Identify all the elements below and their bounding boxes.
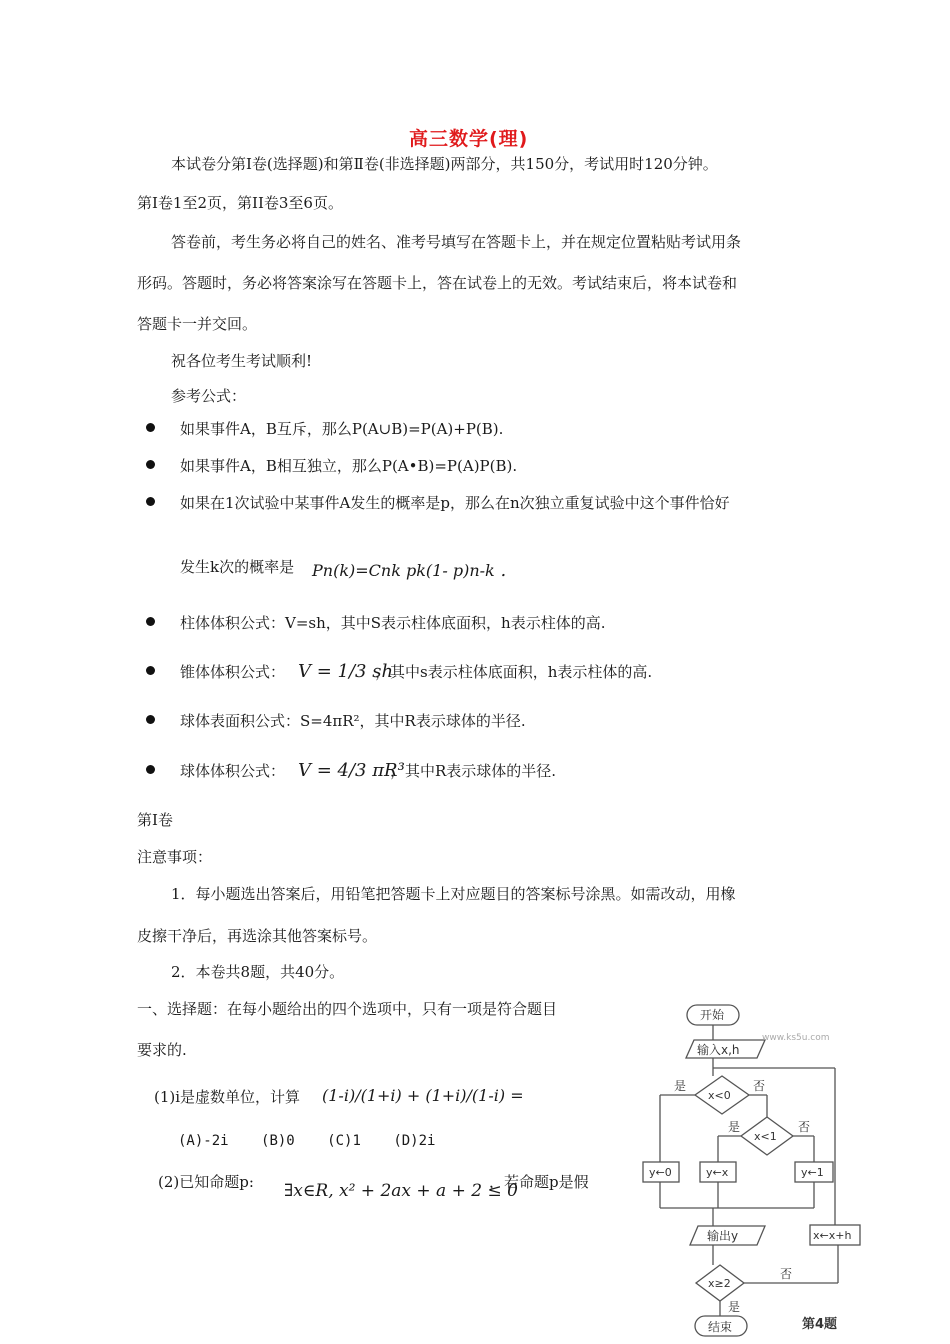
flow-cond3-yes: 是 xyxy=(728,1300,741,1314)
intro-para2-line-2: 形码。答题时，务必将答案涂写在答题卡上，答在试卷上的无效。考试结束后，将本试卷和 xyxy=(137,274,738,292)
bullet-icon xyxy=(146,666,155,675)
wish-text: 祝各位考生考试顺利! xyxy=(171,352,313,370)
flow-assign-left-label: y←0 xyxy=(649,1166,672,1179)
flow-cond2-yes: 是 xyxy=(728,1120,741,1134)
formula-sphere-volume-math: V = 4/3 πR³ xyxy=(298,760,405,781)
flow-assign-right-label: y←1 xyxy=(801,1166,824,1179)
formula-sphere-volume-prefix: 球体体积公式： xyxy=(180,762,286,780)
section-heading: 第Ⅰ卷 xyxy=(137,811,173,829)
formula-cone-suffix: ，其中s表示柱体底面积，h表示柱体的高. xyxy=(375,663,653,681)
flow-caption: 第4题 xyxy=(802,1317,838,1332)
notice-2: 2．本卷共8题，共40分。 xyxy=(171,963,345,981)
q1-option-d[interactable]: (D)2i xyxy=(393,1133,436,1149)
formula-bernoulli-math: Pn(k)=Cnk pk(1- p)n-k . xyxy=(312,560,507,581)
flow-cond2-label: x<1 xyxy=(754,1130,777,1143)
flow-cond3-no: 否 xyxy=(780,1267,793,1281)
flow-cond2-no: 否 xyxy=(798,1120,811,1134)
flow-watermark: www.ks5u.com xyxy=(762,1033,830,1043)
flow-cond1-no: 否 xyxy=(753,1079,766,1093)
flow-start-label: 开始 xyxy=(700,1008,725,1022)
formula-prism-volume: 柱体体积公式：V=sh，其中S表示柱体底面积，h表示柱体的高. xyxy=(180,614,606,632)
flow-assign-mid-label: y←x xyxy=(706,1166,729,1179)
q1-option-b[interactable]: (B)0 xyxy=(261,1133,295,1149)
formula-independent: 如果事件A，B相互独立，那么P(A•B)=P(A)P(B). xyxy=(180,457,518,475)
formula-header: 参考公式： xyxy=(171,387,247,405)
bullet-icon xyxy=(146,423,155,432)
q1-prefix: (1)i是虚数单位，计算 xyxy=(154,1088,301,1106)
formula-bernoulli-text: Pn(k)=Cnk pk(1- p)n-k xyxy=(312,561,495,580)
formula-bernoulli-line-1: 如果在1次试验中某事件A发生的概率是p，那么在n次独立重复试验中这个事件恰好 xyxy=(180,494,730,512)
q2-math: ∃x∈R, x² + 2ax + a + 2 ≤ 0 xyxy=(284,1181,518,1201)
bullet-icon xyxy=(146,497,155,506)
flow-cond1-label: x<0 xyxy=(708,1089,731,1102)
flowchart xyxy=(640,1000,870,1340)
intro-line-1: 本试卷分第Ⅰ卷(选择题)和第Ⅱ卷(非选择题)两部分，共150分，考试用时120分钟。 xyxy=(171,155,718,173)
q2-prefix: (2)已知命题p: xyxy=(158,1173,254,1191)
notice-1-line-1: 1．每小题选出答案后，用铅笔把答题卡上对应题目的答案标号涂黑。如需改动，用橡 xyxy=(171,885,736,903)
formula-cone-prefix: 锥体体积公式： xyxy=(180,663,286,681)
intro-para2-line-3: 答题卡一并交回。 xyxy=(137,315,258,333)
mc-instruction-line-1: 一、选择题：在每小题给出的四个选项中，只有一项是符合题目 xyxy=(137,1000,558,1018)
bullet-icon xyxy=(146,765,155,774)
bullet-icon xyxy=(146,460,155,469)
bullet-icon xyxy=(146,715,155,724)
formula-sphere-volume-suffix: ，其中R表示球体的半径. xyxy=(390,762,557,780)
formula-exclusive: 如果事件A，B互斥，那么P(A∪B)=P(A)+P(B). xyxy=(180,420,504,438)
mc-instruction-line-2: 要求的. xyxy=(137,1041,187,1059)
q1-options xyxy=(178,1133,435,1149)
intro-line-2: 第Ⅰ卷1至2页，第II卷3至6页。 xyxy=(137,194,343,212)
q1-math: (1-i)/(1+i) + (1+i)/(1-i) = xyxy=(322,1086,524,1105)
flow-output-label: 输出y xyxy=(707,1229,739,1243)
flow-end-label: 结束 xyxy=(708,1320,733,1334)
page-title: 高三数学(理) xyxy=(409,128,529,150)
formula-bernoulli-prefix: 发生k次的概率是 xyxy=(180,558,295,576)
formula-cone-math: V = 1/3 sh xyxy=(298,661,394,682)
q1-option-a[interactable]: (A)-2i xyxy=(178,1133,229,1149)
formula-sphere-area: 球体表面积公式：S=4πR²，其中R表示球体的半径. xyxy=(180,712,526,730)
flow-update-label: x←x+h xyxy=(813,1229,852,1242)
q2-suffix: ，若命题p是假 xyxy=(489,1173,589,1191)
q1-option-c[interactable]: (C)1 xyxy=(327,1133,361,1149)
flow-cond3-label: x≥2 xyxy=(708,1277,731,1290)
bullet-icon xyxy=(146,617,155,626)
flow-input-label: 输入x,h xyxy=(697,1043,740,1057)
flow-cond1-yes: 是 xyxy=(674,1079,687,1093)
intro-para2-line-1: 答卷前，考生务必将自己的姓名、准考号填写在答题卡上，并在规定位置粘贴考试用条 xyxy=(171,233,742,251)
notice-heading: 注意事项： xyxy=(137,848,213,866)
notice-1-line-2: 皮擦干净后，再选涂其他答案标号。 xyxy=(137,927,378,945)
